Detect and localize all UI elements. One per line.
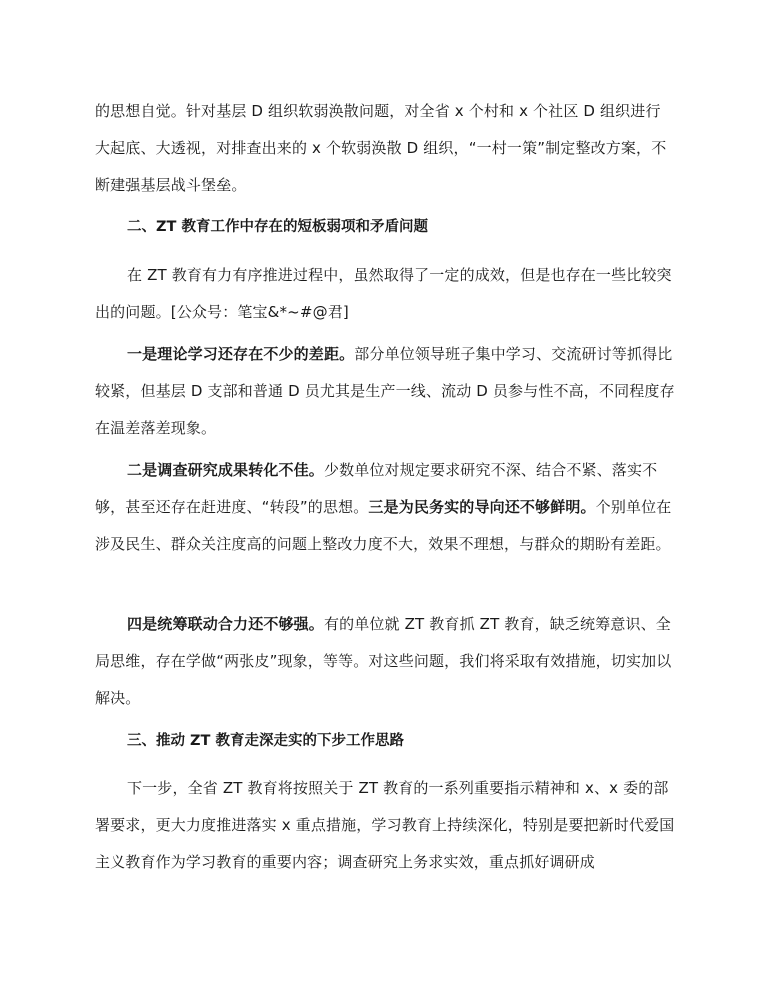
paragraph-5-text: 有的单位就 ZT 教育抓 ZT 教育，缺乏统筹意识、全局思维，存在学做“两张皮”现象，等等。对这些问题，我们将采取有效措施，切实加以解决。: [95, 615, 672, 707]
paragraph-3: [95, 336, 675, 447]
paragraph-2-text: 在 ZT 教育有力有序推进过程中，虽然取得了一定的成效，但是也存在一些比较突出的问题。[公众号：笔宝&*~#@君]: [95, 266, 672, 321]
paragraph-3-lead: 一是理论学习还存在不少的差距。: [127, 345, 355, 363]
paragraph-3-text: 部分单位领导班子集中学习、交流研讨等抓得比较紧，但基层 D 支部和普通 D 员尤其是生产一线、流动 D 员参与性不高，不同程度存在温差落差现象。: [95, 345, 675, 437]
paragraph-5: [95, 606, 675, 717]
paragraph-4-lead: 二是调查研究成果转化不佳。: [127, 461, 324, 479]
paragraph-6-text: 下一步，全省 ZT 教育将按照关于 ZT 教育的一系列重要指示精神和 x、x 委的部署要求，更大力度推进落实 x 重点措施，学习教育上持续深化，特别是要把新时代爱国主义教育作为学习教育的重要内容；调查研究上务求实效，重点抓好调研成: [95, 779, 675, 871]
paragraph-2: [95, 257, 675, 331]
paragraph-1-text: 的思想自觉。针对基层 D 组织软弱涣散问题，对全省 x 个村和 x 个社区 D 组织进行大起底、大透视，对排查出来的 x 个软弱涣散 D 组织，“一村一策”制定整改方案，不断建强基层战斗堡垒。: [95, 102, 667, 194]
paragraph-4: [95, 452, 675, 563]
paragraph-5-lead: 四是统筹联动合力还不够强。: [127, 615, 324, 633]
paragraph-4-text-2: 个别单位在涉及民生、群众关注度高的问题上整改力度不大，效果不理想，与群众的期盼有差距。: [95, 498, 672, 553]
paragraph-4-text: 少数单位对规定要求研究不深、结合不紧、落实不够，甚至还存在赶进度、“转段”的思想。: [95, 461, 658, 516]
section-heading-2: 二、ZT 教育工作中存在的短板弱项和矛盾问题: [127, 219, 428, 235]
paragraph-1: [95, 93, 675, 204]
section-heading-3: 三、推动 ZT 教育走深走实的下步工作思路: [127, 733, 404, 749]
paragraph-4-lead-2: 三是为民务实的导向还不够鲜明。: [368, 498, 596, 516]
paragraph-6: [95, 770, 675, 881]
